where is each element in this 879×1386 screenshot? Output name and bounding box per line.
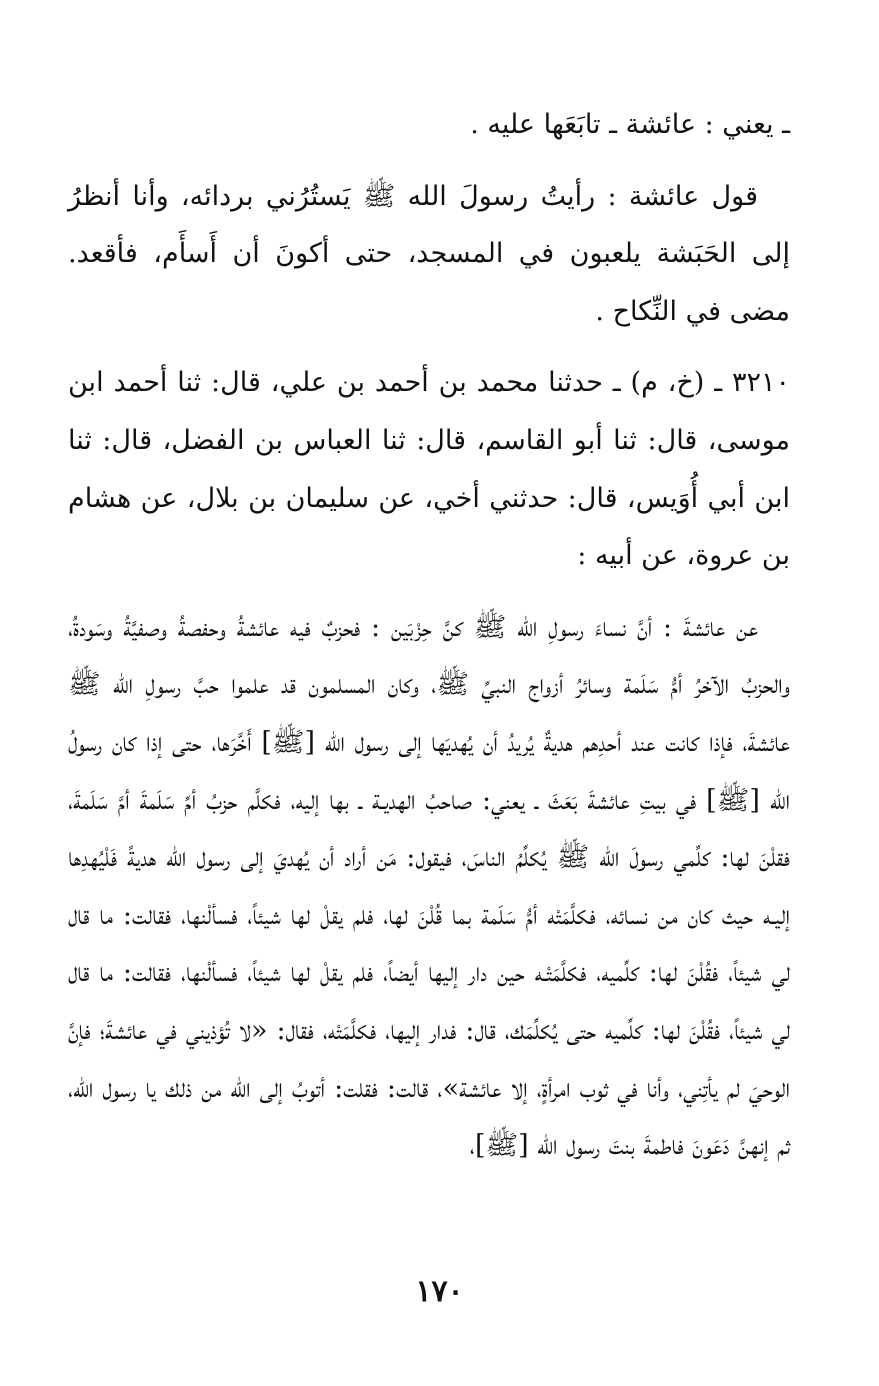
paragraph-hadith-isnad: ٣٢١٠ ـ (خ، م) ـ حدثنا محمد بن أحمد بن علي، قال: ثنا أحمد ابن موسى، قال: ثنا أبو القاسم، قال: ثنا العباس بن الفضل، قال: ثنا ابن أبي أُوَيس، قال: حدثني أخي، عن سليمان بن بلال، عن هشام بن عروة، عن أبيه : [68, 367, 791, 572]
paragraph-continuation: ـ يعني : عائشة ـ تابَعَها عليه . [470, 109, 790, 140]
paragraph-hadith-matn: عن عائشةَ : أنَّ نساءَ رسولِ الله ﷺ كنَّ حِزْبَين : فحزبٌ فيه عائشةُ وحفصةُ وصفيَّةُ وسَودةُ، والحزبُ الآخرُ أمُّ سَلَمة وسائرُ أزواج النبيِّ ﷺ، وكان المسلمون قد علموا حبَّ رسولِ الله ﷺ عائشةَ، فإذا كانت عند أحدِهم هديةٌ يُريدُ أن يُهديَها إلى رسول الله [ﷺ] أَخَّرَها، حتى إذا كان رسولُ الله [ﷺ] في بيتِ عائشةَ بَعَثَ ـ يعني: صاحبُ الهديـة ـ بها إليه، فكلَّم حزبُ أمِّ سَلَمةَ أمَّ سَلَمةَ، فقلْنَ لها: كلِّمي رسولَ الله ﷺ يُكلِّمُ الناسَ، فيقول: مَن أراد أن يُهديَ إلى رسول الله هديةً فَلْيُهدِها إليـه حيث كان من نسائه، فكلَّمَتْه أمُّ سَلَمة بما قُلْنَ لها، فلم يقلْ لها شيئاً، فسألْنها، فقالت: ما قال لي شيئاً، فقُلْنَ لها: كلِّميه، فكلَّمَتْـه حين دار إليها أيضاً، فلم يقلْ لها شيئاً، فسألْنها، فقالت: ما قال لي شيئاً، فقُلْنَ لها: كلِّميه حتى يُكلِّمَك، قال: فدار إليها، فكلَّمَتْه، فقال: «لا تُؤذيني في عائشةَ؛ فإنَّ الوحيَ لم يأتِني، وأنا في ثوب امرأةٍ، إلا عائشة»، قالت: فقلت: أتوبُ إلى الله من ذلك يا رسول الله، ثم إنهنَّ دَعَونَ فاطمةَ بنتَ رسول الله [ﷺ]، [68, 611, 790, 1162]
page-body [68, 96, 790, 1175]
page-number: ١٧٠ [415, 1274, 464, 1309]
paragraph-aisha-saying: قول عائشة : رأيتُ رسولَ الله ﷺ يَستُرُني بردائه، وأنا أنظرُ إلى الحَبَشة يلعبون في المسجد، حتى أكونَ أن أَسأَم، فأقعد. مضى في النِّكاح . [68, 180, 790, 327]
